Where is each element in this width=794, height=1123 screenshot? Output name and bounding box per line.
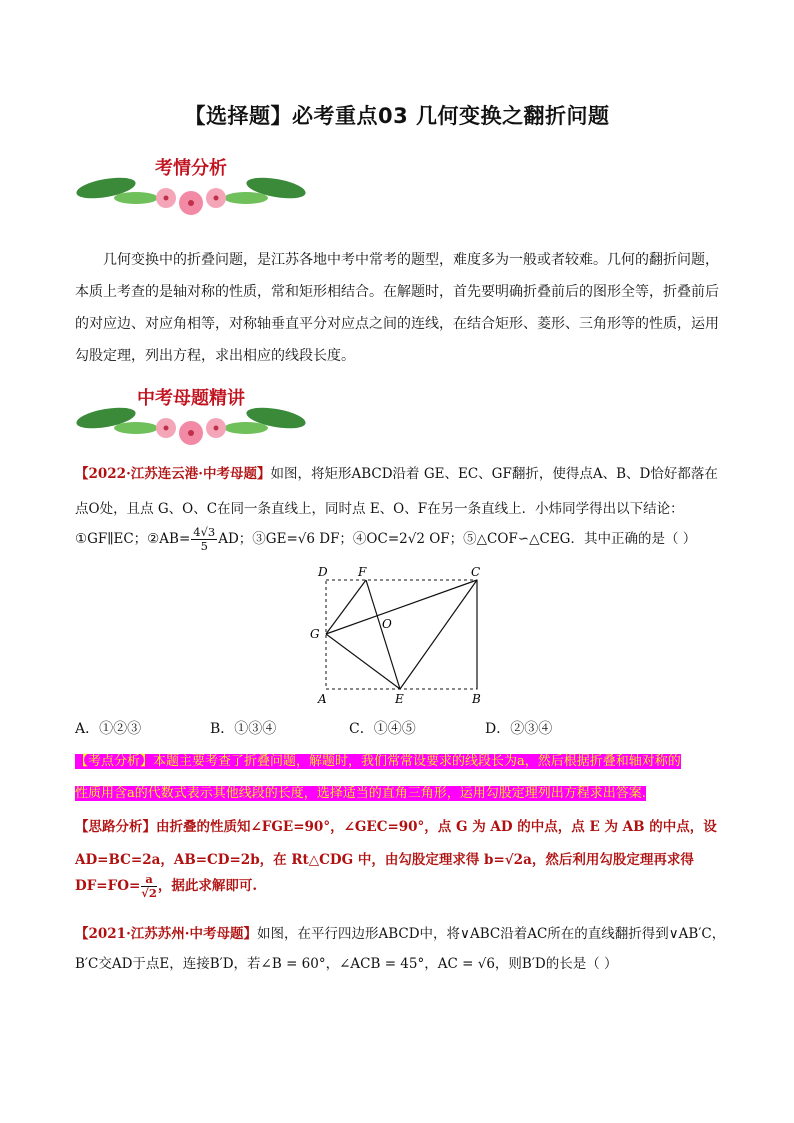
rectangle-fold-figure	[300, 560, 500, 710]
rectangle-abcd	[326, 580, 477, 689]
point-label: O	[382, 617, 392, 631]
fraction-denominator: √2	[141, 886, 157, 900]
q1-statement-part: AD；③GE=√6 DF；④OC=2√2 OF；⑤△COF∽△CEG．其中正确的是（ ）	[218, 531, 697, 547]
banner-label: 中考母题精讲	[137, 388, 245, 409]
fraction	[191, 526, 217, 553]
point-label: E	[395, 692, 404, 706]
q2-source: 【2021·江苏苏州·中考母题】	[75, 926, 257, 942]
intro-line: 勾股定理，列出方程，求出相应的线段长度。	[75, 348, 355, 364]
option-d[interactable]: D．②③④	[485, 721, 553, 737]
point-label: A	[318, 692, 327, 706]
q1-line-3	[75, 526, 735, 553]
option-a[interactable]: A．①②③	[75, 721, 142, 737]
q1-line-2: 点O处，且点 G、O、C在同一条直线上，同时点 E、O、F在另一条直线上．小炜同学得出以下结论：	[75, 501, 684, 517]
point-label: F	[358, 565, 367, 579]
fraction-denominator: 5	[200, 539, 208, 553]
q1-line-1	[75, 462, 735, 482]
banner-label: 考情分析	[155, 158, 227, 179]
line-ge	[326, 634, 400, 689]
q1-text: 如图，将矩形ABCD沿着 GE、EC、GF翻折，使得点A、B、D恰好都落在	[270, 466, 718, 482]
section-banner-key-questions	[76, 378, 306, 448]
thinking-line-2: AD=BC=2a，AB=CD=2b，在 Rt△CDG 中，由勾股定理求得 b=√2a，然后利用勾股定理再求得	[75, 852, 694, 868]
q2-line-1	[75, 922, 735, 942]
intro-line: 本质上考查的是轴对称的性质，常和矩形相结合。在解题时，首先要明确折叠前后的图形全等，折叠前后	[75, 284, 719, 300]
thinking-line-1: 【思路分析】由折叠的性质知∠FGE=90°，∠GEC=90°，点 G 为 AD 的中点，点 E 为 AB 的中点，设	[75, 819, 717, 835]
page-title: 【选择题】必考重点03 几何变换之翻折问题	[184, 104, 610, 128]
thinking-part: DF=FO=	[75, 878, 141, 894]
line-gc	[326, 580, 477, 634]
analysis-line-1	[75, 750, 735, 769]
fraction	[141, 873, 157, 900]
line-gf	[326, 580, 366, 634]
analysis-line-2	[75, 782, 735, 801]
intro-line: 几何变换中的折叠问题，是江苏各地中考中常考的题型，难度多为一般或者较难。几何的翻折问题，	[103, 252, 719, 268]
q1-options	[75, 718, 725, 738]
line-ec	[400, 580, 477, 689]
line-fe	[366, 580, 400, 689]
q2-text: 如图，在平行四边形ABCD中，将∨ABC沿着AC所在的直线翻折得到∨AB′C，	[256, 926, 726, 942]
highlighted-text: 性质用含a的代数式表示其他线段的长度，选择适当的直角三角形，运用勾股定理列出方程求出答案.	[75, 786, 646, 801]
q1-statement-part: ①GF∥EC；②AB=	[75, 531, 191, 547]
highlighted-text: 【考点分析】本题主要考查了折叠问题，解题时，我们常常设要求的线段长为a，然后根据折叠和轴对称的	[75, 754, 681, 769]
option-c[interactable]: C．①④⑤	[349, 721, 416, 737]
point-label: C	[471, 565, 481, 579]
q2-line-2: B′C交AD于点E，连接B′D，若∠B = 60°，∠ACB = 45°，AC = √6，则B′D的长是（ ）	[75, 956, 618, 972]
point-label: G	[310, 627, 320, 641]
fraction-numerator: a	[141, 873, 157, 887]
thinking-part: ，据此求解即可.	[157, 878, 258, 894]
option-b[interactable]: B．①③④	[210, 721, 277, 737]
point-label: B	[472, 692, 481, 706]
section-banner-exam-analysis	[76, 148, 306, 218]
q1-source: 【2022·江苏连云港·中考母题】	[75, 466, 271, 482]
intro-paragraph	[75, 244, 727, 372]
fraction-numerator: 4√3	[193, 525, 216, 539]
intro-line: 的对应边、对应角相等，对称轴垂直平分对应点之间的连线，在结合矩形、菱形、三角形等的性质，运用	[75, 316, 719, 332]
point-label: D	[318, 565, 328, 579]
thinking-line-3	[75, 873, 735, 900]
